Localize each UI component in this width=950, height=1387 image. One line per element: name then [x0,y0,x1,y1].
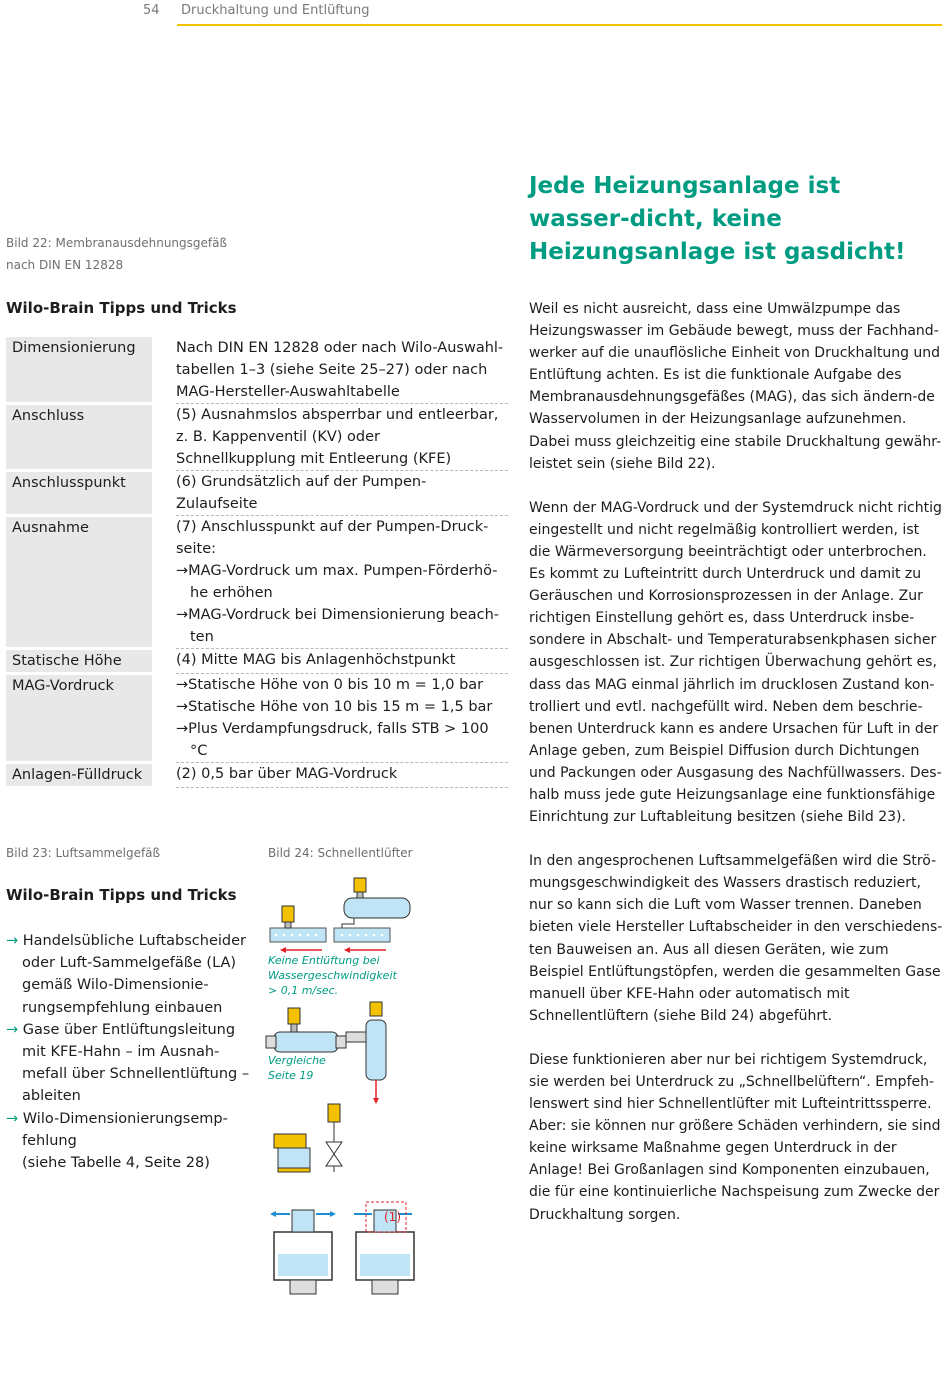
caption-bild22-line2: nach DIN EN 12828 [6,258,124,272]
row-label: MAG-Vordruck [6,674,152,763]
arrow-right-icon: → [6,1110,23,1127]
arrow-right-icon: → [176,607,189,623]
row-value-main: (7) Anschlusspunkt auf der Pumpen-Druck-seite: [176,519,489,557]
tips-title-1: Wilo-Brain Tipps und Tricks [6,299,237,317]
figure-label-1: (1) [384,1210,401,1224]
annotation-line: Keine Entlüftung bei [268,954,380,967]
row-label: Anschlusspunkt [6,471,152,516]
schnellentluefter-illustration [262,872,422,1304]
page-number: 54 [143,3,160,18]
row-value-sub: →MAG-Vordruck bei Dimensionierung beach-ten [176,607,499,645]
row-value [176,674,508,763]
table-row [6,471,508,516]
list-item: → Handelsübliche Luftabscheider oder Luft-Sammelgefäße (LA) gemäß Wilo-Dimensionie-rungsempfehlung einbauen [6,933,246,1016]
row-value-sub: →Statische Höhe von 0 bis 10 m = 1,0 bar [176,677,484,693]
caption-bild22-line1: Bild 22: Membranausdehnungsgefäß [6,236,228,250]
row-label: Statische Höhe [6,649,152,674]
row-value: (6) Grundsätzlich auf der Pumpen-Zulaufseite [176,471,508,516]
paragraph: Wenn der MAG-Vordruck und der Systemdruck nicht richtig eingestellt und nicht regelmäßig kontrolliert werden, ist die Wärmeversorgung beeinträchtigt oder unterbrochen. Es kommt zu Lufteintritt durch Unterdruck und damit zu Geräuschen und Korrosionsprozessen in der Anlage. Zur richtigen Einstellung gehört es, dass Unterdruck insbe-sondere in Abschalt- und Temperaturabsenkphasen sicher ausgeschlossen ist. Zur richtigen Überwachung gehört es, dass das MAG einmal jährlich im drucklosen Zustand kon-trolliert und evtl. nachgefüllt wird. Neben dem beschrie-benen Unterdruck kann es andere Ursachen für Luft in der Anlage geben, zum Beispiel Diffusion durch Dichtungen und Packungen oder Ausgasung des Nachfüllwassers. Des-halb muss jede gute Heizungsanlage eine funktionsfähige Einrichtung zur Luftableitung besitzen (siehe Bild 23). [529,499,942,826]
row-value: (4) Mitte MAG bis Anlagenhöchstpunkt [176,649,508,674]
figure-annotation-2 [268,1053,326,1083]
row-value-sub: →MAG-Vordruck um max. Pumpen-Förderhö-he erhöhen [176,563,498,601]
headline: Jede Heizungsanlage ist wasser-dicht, keine Heizungsanlage ist gasdicht! [529,173,906,265]
header-rule [177,24,942,26]
row-label: Ausnahme [6,516,152,649]
table-row [6,763,508,788]
running-header: Druckhaltung und Entlüftung [181,3,370,18]
table-row [6,516,508,649]
arrow-right-icon: → [6,933,23,949]
list-item: → Wilo-Dimensionierungsemp-fehlung [6,1110,228,1149]
row-value: Nach DIN EN 12828 oder nach Wilo-Auswahl-tabellen 1–3 (siehe Seite 25–27) oder nach MAG-Hersteller-Auswahltabelle [176,337,508,404]
tips-list [6,930,251,1174]
row-value [176,516,508,649]
arrow-right-icon: → [176,699,189,715]
caption-bild22 [6,232,227,276]
row-label: Dimensionierung [6,337,152,404]
paragraph: Weil es nicht ausreicht, dass eine Umwälzpumpe das Heizungswasser im Gebäude bewegt, muss der Fachhand-werker auf die unauflösliche Einheit von Druckhaltung und Entlüftung achten. Es ist die funktionale Aufgabe des Membranausdehnungsgefäßes (MAG), das sich ändern-de Wasservolumen in der Heizungsanlage aufzunehmen. Dabei muss gleichzeitig eine stabile Druckhaltung gewähr-leistet sein (siehe Bild 22). [529,301,942,472]
table-row [6,337,508,404]
table-row [6,649,508,674]
annotation-line: Seite 19 [268,1069,314,1082]
annotation-line: > 0,1 m/sec. [268,984,339,997]
annotation-line: Wassergeschwindigkeit [268,969,397,982]
paragraph: In den angesprochenen Luftsammelgefäßen wird die Strö-mungsgeschwindigkeit des Wassers drastisch reduziert, nur so kann sich die Luft vom Wasser trennen. Daneben bieten viele Hersteller Luftabscheider in den verschiedens-ten Bauweisen an. Aus all diesen Geräten, wie zum Beispiel Entlüftungstöpfen, werden die gesammelten Gase manuell über KFE-Hahn oder automatisch mit Schnellentlüftern (siehe Bild 24) abgeführt. [529,853,943,1024]
row-value-sub: →Statische Höhe von 10 bis 15 m = 1,5 bar [176,699,493,715]
figure-annotation-1 [268,953,397,998]
arrow-right-icon: → [6,1021,23,1038]
paragraph: Diese funktionieren aber nur bei richtigem Systemdruck, sie werden bei Unterdruck zu „Schnellbelüftern“. Empfeh-lenswert sind hier Schnellentlüfter mit Lufteintrittssperre. Aber: sie können nur größere Schäden verhindern, sie sind keine wirksame Maßnahme gegen Unterdruck in der Anlage! Bei Großanlagen sind Komponenten einzubauen, die für eine kontinuierliche Nachspeisung zum Zwecke der Druckhaltung sorgen. [529,1051,941,1223]
row-value: (2) 0,5 bar über MAG-Vordruck [176,763,508,788]
list-item-extra: (siehe Tabelle 4, Seite 28) [22,1155,210,1172]
tips-title-2: Wilo-Brain Tipps und Tricks [6,886,237,904]
body-text [529,298,944,1248]
tips-table [6,337,508,789]
caption-bild24: Bild 24: Schnellentlüfter [268,846,413,860]
table-row [6,404,508,471]
arrow-right-icon: → [176,677,189,693]
row-value: (5) Ausnahmslos absperrbar und entleerbar, z. B. Kappenventil (KV) oder Schnellkupplung mit Entleerung (KFE) [176,404,508,471]
list-item: → Gase über Entlüftungsleitung mit KFE-Hahn – im Ausnah-mefall über Schnellentlüftung – ableiten [6,1021,250,1105]
table-row [6,674,508,763]
arrow-right-icon: → [176,563,189,579]
row-label: Anlagen-Fülldruck [6,763,152,788]
arrow-right-icon: → [176,721,189,737]
caption-bild23: Bild 23: Luftsammelgefäß [6,846,161,860]
row-label: Anschluss [6,404,152,471]
row-value-sub: →Plus Verdampfungsdruck, falls STB > 100 °C [176,721,489,759]
annotation-line: Vergleiche [268,1054,326,1067]
